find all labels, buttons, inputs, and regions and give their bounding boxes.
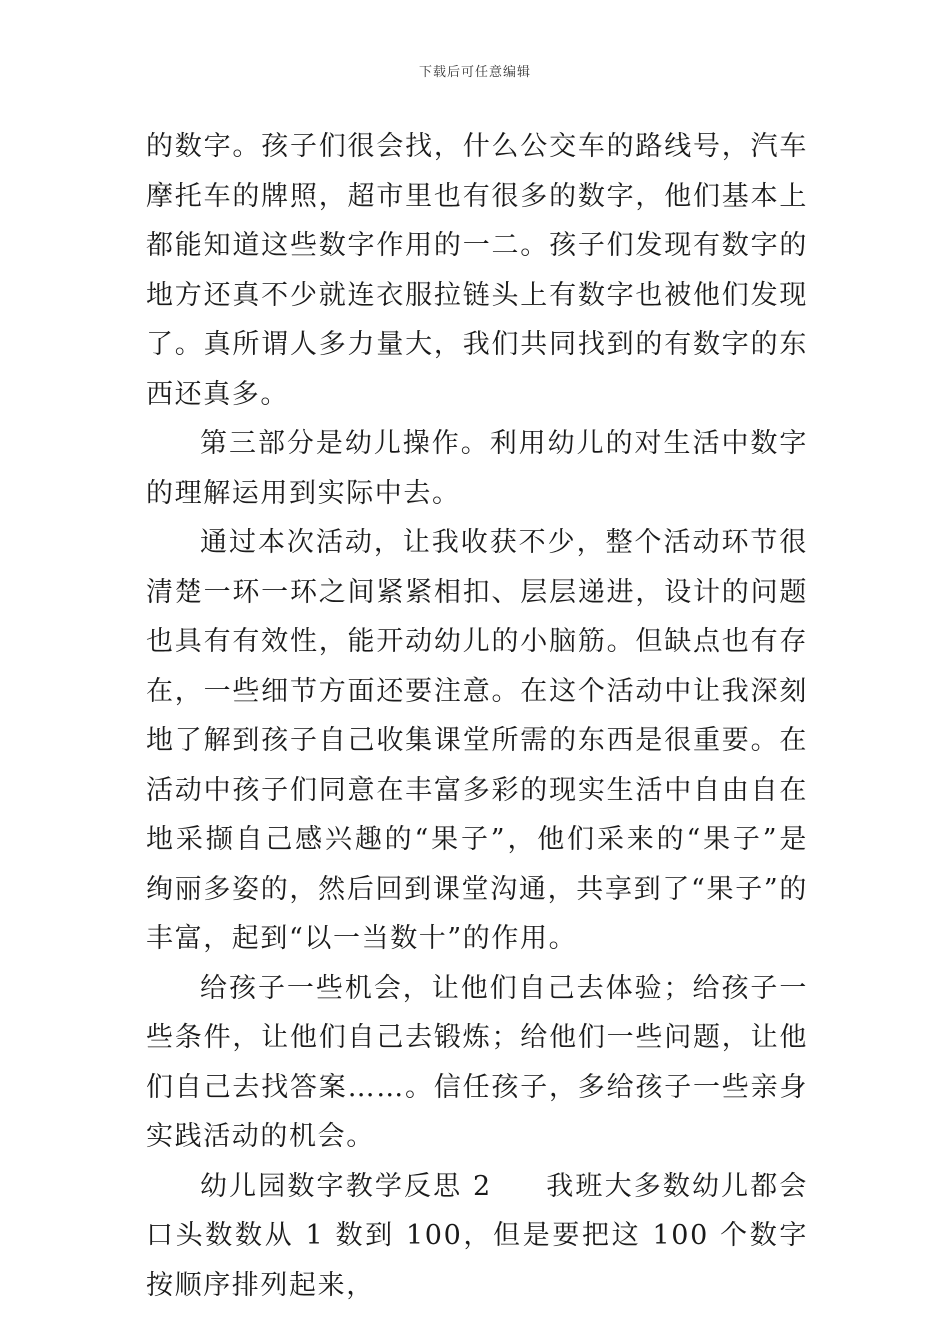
paragraph-5-text: 我班大多数幼儿都会口头数数从 1 数到 100，但是要把这 100 个数字按顺序排列起来， bbox=[146, 1170, 808, 1301]
paragraph-1: 的数字。孩子们很会找，什么公交车的路线号，汽车摩托车的牌照，超市里也有很多的数字，他们基本上都能知道这些数字作用的一二。孩子们发现有数字的地方还真不少就连衣服拉链头上有数字也被他们发现了。真所谓人多力量大，我们共同找到的有数字的东西还真多。 bbox=[146, 131, 808, 410]
paragraph-2: 第三部分是幼儿操作。利用幼儿的对生活中数字的理解运用到实际中去。 bbox=[146, 428, 808, 509]
paragraph-3: 通过本次活动，让我收获不少，整个活动环节很清楚一环一环之间紧紧相扣、层层递进，设计的问题也具有有效性，能开动幼儿的小脑筋。但缺点也有存在，一些细节方面还要注意。在这个活动中让我深刻地了解到孩子自己收集课堂所需的东西是很重要。在活动中孩子们同意在丰富多彩的现实生活中自由自在地采撷自己感兴趣的“果子”，他们采来的“果子”是绚丽多姿的，然后回到课堂沟通，共享到了“果子”的丰富，起到“以一当数十”的作用。 bbox=[146, 527, 808, 954]
section-heading: 幼儿园数字教学反思 2 bbox=[200, 1170, 492, 1202]
paragraph-4: 给孩子一些机会，让他们自己去体验；给孩子一些条件，让他们自己去锻炼；给他们一些问题，让他们自己去找答案……。信任孩子，多给孩子一些亲身实践活动的机会。 bbox=[146, 972, 808, 1152]
paragraph-5 bbox=[146, 1162, 808, 1311]
page-header: 下载后可任意编辑 bbox=[418, 65, 531, 80]
document-body bbox=[146, 122, 808, 1310]
